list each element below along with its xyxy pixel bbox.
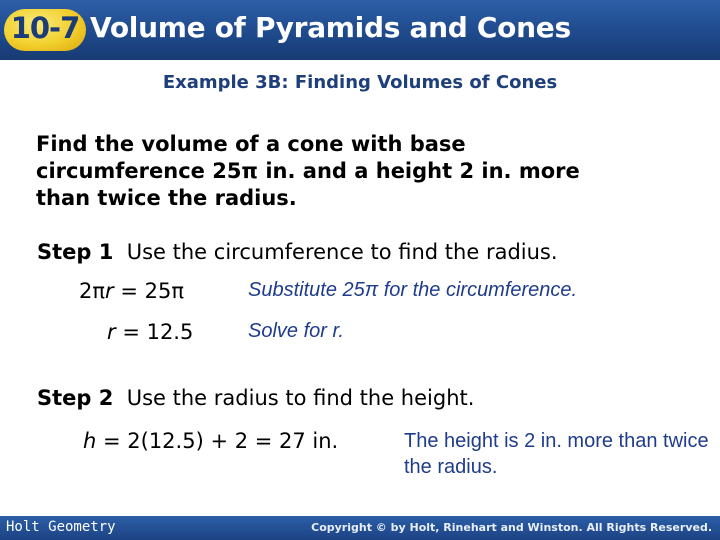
step-2-label: Step 2 bbox=[37, 386, 114, 410]
step-2-note: The height is 2 in. more than twice the radius. bbox=[404, 430, 709, 478]
step-2 bbox=[37, 386, 474, 410]
eq1-rhs: = 25π bbox=[113, 279, 184, 303]
eq1-variable: r bbox=[105, 279, 114, 303]
step-1-equation-2 bbox=[107, 320, 193, 344]
step-1-note-1: Substitute 25π for the circumference. bbox=[248, 279, 578, 301]
lesson-number: 10-7 bbox=[10, 11, 80, 45]
step-1-note-2: Solve for r. bbox=[248, 320, 344, 342]
page-title: Volume of Pyramids and Cones bbox=[90, 11, 571, 44]
problem-line-2: circumference 25π in. and a height 2 in. more bbox=[36, 159, 580, 183]
problem-line-3: than twice the radius. bbox=[36, 186, 297, 210]
eq2-rhs: = 12.5 bbox=[115, 320, 194, 344]
problem-statement bbox=[36, 131, 686, 212]
eq1-coefficient: 2π bbox=[79, 279, 106, 303]
footer-copyright: Copyright © by Holt, Rinehart and Winston. All Rights Reserved. bbox=[311, 521, 712, 534]
step-1-label: Step 1 bbox=[37, 240, 114, 264]
eq3-rhs: = 2(12.5) + 2 = 27 in. bbox=[96, 429, 339, 453]
step-1-text: Use the circumference to find the radius. bbox=[126, 240, 558, 264]
eq3-variable: h bbox=[83, 429, 97, 453]
step-2-text: Use the radius to find the height. bbox=[126, 386, 475, 410]
problem-line-1: Find the volume of a cone with base bbox=[36, 132, 466, 156]
example-subtitle: Example 3B: Finding Volumes of Cones bbox=[162, 72, 558, 93]
footer-course-name: Holt Geometry bbox=[6, 519, 116, 535]
step-2-equation bbox=[83, 429, 338, 453]
step-1-equation-1 bbox=[79, 279, 184, 303]
step-1 bbox=[37, 240, 558, 264]
eq2-variable: r bbox=[107, 320, 116, 344]
